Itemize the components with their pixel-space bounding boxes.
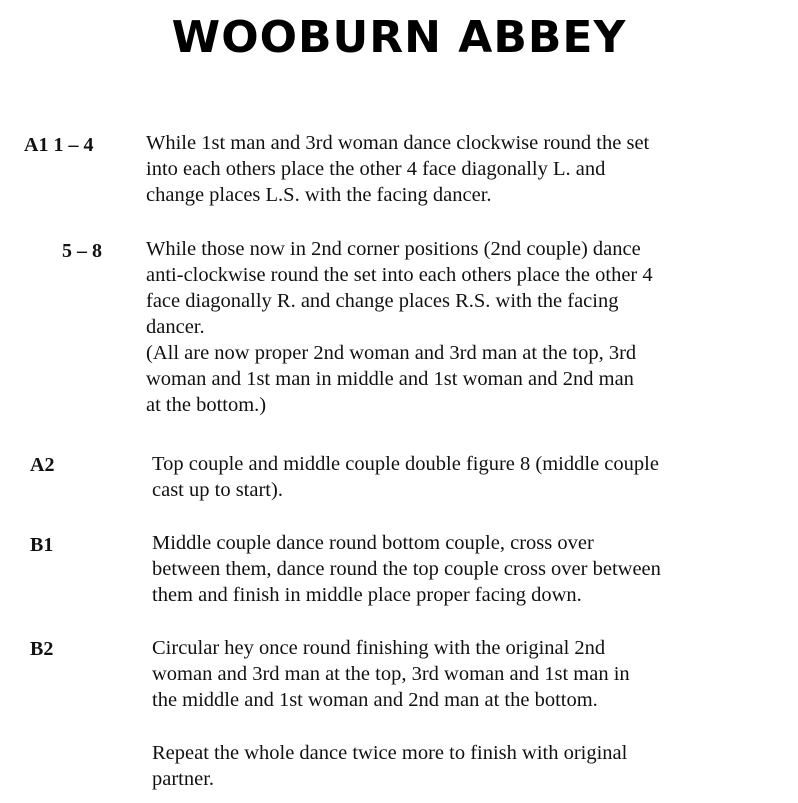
figure-label-a2: A2 — [30, 454, 55, 476]
text-line: woman and 1st man in middle and 1st woman and 2nd man — [146, 368, 634, 390]
figure-label-b2: B2 — [30, 638, 54, 660]
text-line: the middle and 1st woman and 2nd man at the bottom. — [152, 689, 598, 711]
text-line: change places L.S. with the facing dancer. — [146, 184, 492, 206]
closing-note — [152, 740, 627, 792]
page-title: WOOBURN ABBEY — [171, 12, 627, 63]
text-line: (All are now proper 2nd woman and 3rd man at the top, 3rd — [146, 342, 637, 364]
figure-label-a1: A1 1 – 4 — [24, 134, 94, 156]
text-line: at the bottom.) — [146, 394, 267, 416]
figure-text-b1 — [152, 530, 661, 608]
text-line: While 1st man and 3rd woman dance clockwise round the set — [146, 132, 650, 154]
text-line: partner. — [152, 768, 215, 790]
figure-text-a1 — [146, 130, 649, 208]
text-line: anti-clockwise round the set into each others place the other 4 — [146, 264, 653, 286]
text-line: Top couple and middle couple double figure 8 (middle couple — [152, 453, 659, 475]
text-line: face diagonally R. and change places R.S. with the facing — [146, 290, 619, 312]
figure-label-b1: B1 — [30, 534, 54, 556]
figure-label-5-8: 5 – 8 — [62, 240, 102, 262]
text-line: dancer. — [146, 316, 205, 338]
figure-text-a2 — [152, 451, 659, 503]
text-line: between them, dance round the top couple cross over between — [152, 558, 661, 580]
text-line: Repeat the whole dance twice more to finish with original — [152, 742, 628, 764]
text-line: While those now in 2nd corner positions (2nd couple) dance — [146, 238, 641, 260]
text-line: into each others place the other 4 face diagonally L. and — [146, 158, 606, 180]
text-line: woman and 3rd man at the top, 3rd woman and 1st man in — [152, 663, 630, 685]
figure-text-5-8 — [146, 236, 653, 418]
text-line: Circular hey once round finishing with the original 2nd — [152, 637, 606, 659]
figure-text-b2 — [152, 635, 630, 713]
text-line: them and finish in middle place proper facing down. — [152, 584, 582, 606]
text-line: Middle couple dance round bottom couple, cross over — [152, 532, 594, 554]
text-line: cast up to start). — [152, 479, 283, 501]
